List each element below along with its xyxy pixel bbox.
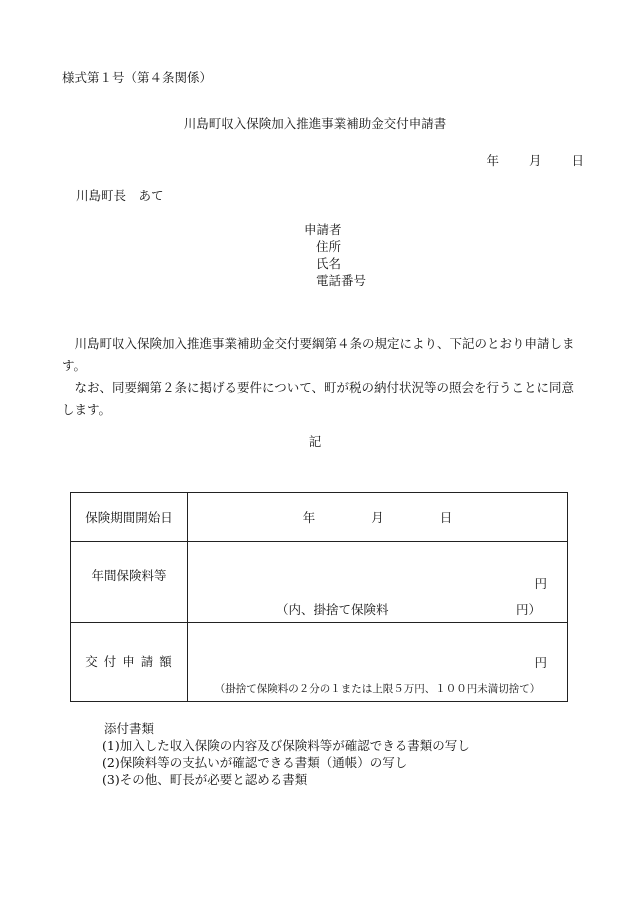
addressee: 川島町長 あて	[76, 188, 164, 203]
start-year-label: 年	[302, 510, 316, 525]
grant-amount-note: （掛捨て保険料の２分の１または上限５万円、１００円未満切捨て）	[214, 683, 541, 695]
annual-premium-label: 年間保険料等	[71, 542, 188, 623]
application-table	[70, 492, 568, 702]
document-title: 川島町収入保険加入推進事業補助金交付申請書	[183, 116, 447, 131]
attachments-heading: 添付書類	[104, 721, 155, 736]
form-number: 様式第１号（第４条関係）	[62, 70, 213, 85]
grant-amount-yen: 円	[534, 655, 547, 670]
table-row	[71, 623, 568, 702]
statement-paragraph-1: 川島町収入保険加入推進事業補助金交付要綱第４条の規定により、下記のとおり申請します。	[62, 336, 575, 373]
application-statement	[62, 333, 585, 421]
disposable-premium-label: （内、掛捨て保険料	[276, 602, 389, 617]
insurance-start-date-label: 保険期間開始日	[71, 493, 188, 542]
date-year-label: 年	[486, 153, 499, 168]
application-date	[486, 151, 584, 169]
attachment-item: (3)その他、町長が必要と認める書類	[102, 772, 308, 787]
applicant-block	[304, 221, 366, 289]
grant-amount-label: 交 付 申 請 額	[71, 623, 188, 702]
start-day-label: 日	[439, 510, 453, 525]
ki-heading: 記	[308, 434, 322, 449]
attachments-block	[104, 720, 470, 788]
table-row	[71, 493, 568, 542]
applicant-heading: 申請者	[304, 222, 342, 237]
applicant-address-label: 住所	[316, 239, 342, 254]
date-month-label: 月	[528, 153, 542, 168]
insurance-start-date-field[interactable]	[188, 493, 568, 542]
statement-paragraph-2: なお、同要綱第２条に掲げる要件について、町が税の納付状況等の照会を行うことに同意します。	[62, 380, 575, 417]
attachment-item: (1)加入した収入保険の内容及び保険料等が確認できる書類の写し	[102, 738, 470, 753]
grant-amount-field[interactable]	[188, 623, 568, 702]
date-day-label: 日	[571, 153, 584, 168]
annual-premium-field[interactable]	[188, 542, 568, 623]
annual-premium-yen: 円	[534, 576, 547, 591]
applicant-phone-label: 電話番号	[316, 273, 367, 288]
table-row	[71, 542, 568, 623]
attachment-item: (2)保険料等の支払いが確認できる書類（通帳）の写し	[102, 755, 408, 770]
applicant-name-label: 氏名	[316, 256, 342, 271]
disposable-premium-yen: 円）	[515, 602, 541, 617]
start-month-label: 月	[371, 510, 384, 525]
